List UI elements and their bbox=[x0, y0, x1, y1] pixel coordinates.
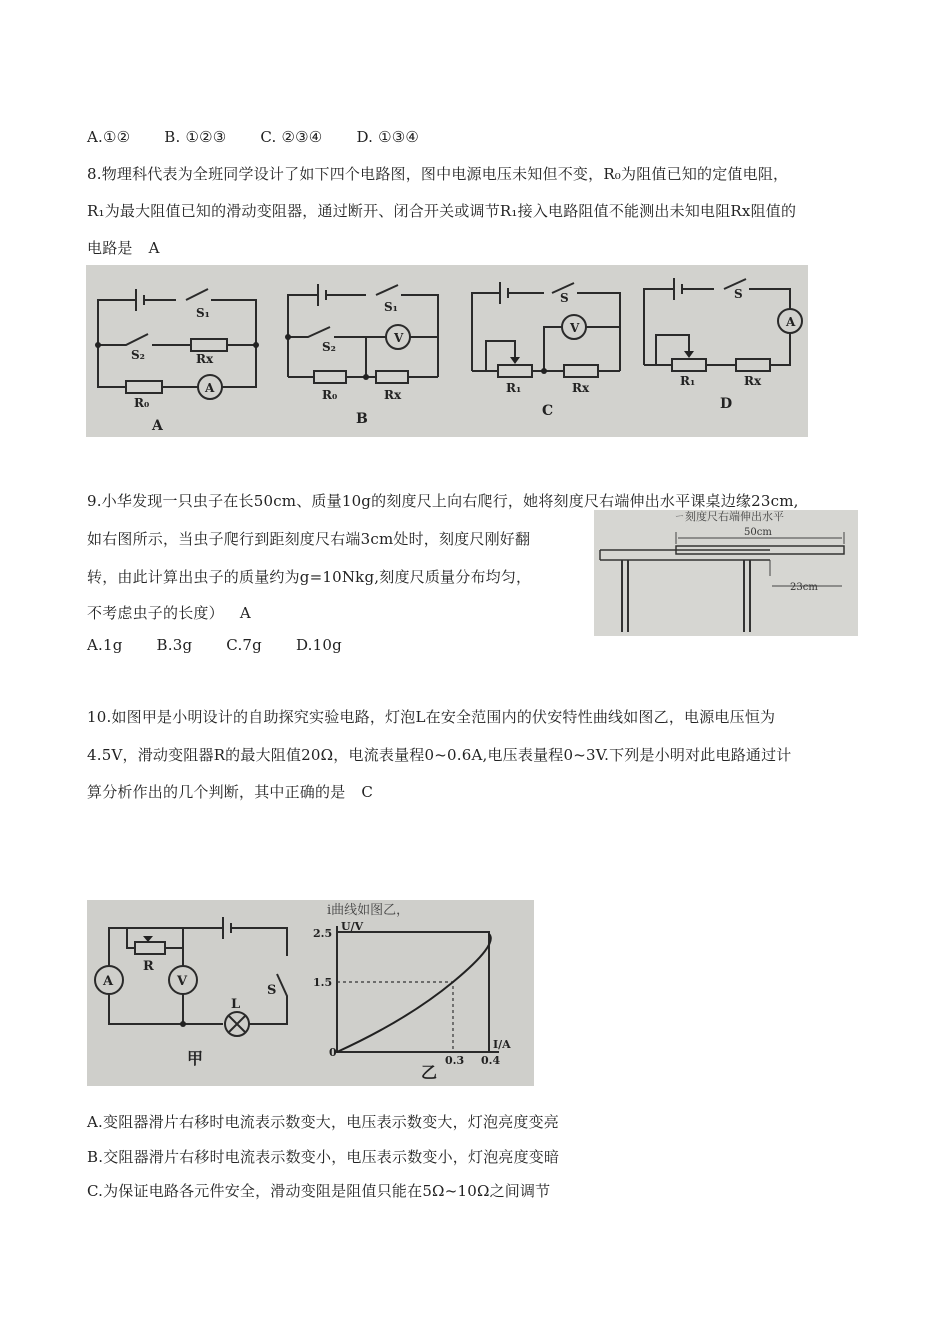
circuit-b-s1-label: S₁ bbox=[384, 300, 398, 314]
q9-ruler-figure bbox=[594, 510, 858, 636]
circuit-c-voltmeter-label: V bbox=[570, 321, 580, 335]
circuit-b bbox=[285, 284, 438, 427]
q7-options bbox=[87, 128, 453, 146]
q9-figure-len-label: 50cm bbox=[744, 527, 772, 538]
q10-circuit-caption: 甲 bbox=[187, 1049, 204, 1068]
q9-option-a: A.1g bbox=[87, 636, 123, 654]
q8-text-line1: 8.物理科代表为全班同学设计了如下四个电路图，图中电源电压未知但不变，R₀为阻值已知的定值电阻， bbox=[87, 165, 789, 183]
q10-stem-end: 算分析作出的几个判断，其中正确的是 bbox=[87, 783, 346, 801]
q10-graph-xtick-0.3: 0.3 bbox=[445, 1054, 465, 1067]
circuit-d-s-label: S bbox=[734, 287, 743, 301]
circuit-c-r1-label: R₁ bbox=[506, 381, 522, 395]
q9-option-b: B.3g bbox=[156, 636, 193, 654]
q10-rheostat-label: R bbox=[143, 959, 154, 974]
circuit-a-ammeter-label: A bbox=[205, 381, 215, 395]
q10-option-b: B.交阻器滑片右移时电流表示数变小，电压表示数变小，灯泡亮度变暗 bbox=[87, 1148, 560, 1166]
q9-text-line1: 9.小华发现一只虫子在长50cm、质量10g的刻度尺上向右爬行，她将刻度尺右端伸出水平课桌边缘23cm, bbox=[87, 492, 799, 510]
circuit-a bbox=[95, 289, 259, 434]
circuit-a-s1-label: S₁ bbox=[196, 306, 210, 320]
q10-iv-graph bbox=[313, 920, 511, 1082]
circuit-c-caption: C bbox=[542, 403, 554, 419]
circuit-b-r0-label: R₀ bbox=[322, 388, 338, 402]
q8-answer: A bbox=[148, 239, 160, 257]
q10-answer: C bbox=[361, 783, 374, 801]
circuit-d-caption: D bbox=[720, 396, 733, 412]
q9-text-line2: 如右图所示，当虫子爬行到距刻度尺右端3cm处时，刻度尺刚好翻 bbox=[87, 530, 531, 548]
q7-option-c: C. ②③④ bbox=[260, 128, 323, 146]
q9-stem-end: 不考虑虫子的长度） bbox=[87, 604, 224, 622]
q9-text-line3: 转，由此计算出虫子的质量约为g=10Nkg,刻度尺质量分布均匀， bbox=[87, 568, 532, 586]
q9-option-d: D.10g bbox=[295, 636, 342, 654]
circuit-a-rx-label: Rx bbox=[196, 352, 214, 366]
q10-graph-caption: 乙 bbox=[421, 1063, 438, 1082]
q10-lamp-label: L bbox=[231, 997, 241, 1012]
q10-text-line3 bbox=[87, 781, 373, 802]
circuit-d bbox=[644, 278, 802, 412]
q10-switch-label: S bbox=[267, 983, 277, 998]
q10-circuit bbox=[95, 917, 287, 1068]
q9-figure-top-text: ㄧ刻度尺右端伸出水平 bbox=[674, 510, 784, 523]
circuit-c-rx-label: Rx bbox=[572, 381, 590, 395]
q10-text-line2: 4.5V，滑动变阻器R的最大阻值20Ω，电流表量程0~0.6A,电压表量程0~3V.下列是小明对此电路通过计 bbox=[87, 746, 792, 764]
q10-graph-ytick-1.5: 1.5 bbox=[313, 976, 333, 989]
circuit-d-rx-label: Rx bbox=[744, 374, 762, 388]
q10-voltmeter-label: V bbox=[177, 974, 188, 989]
circuit-c-s-label: S bbox=[560, 291, 569, 305]
q7-option-d: D. ①③④ bbox=[356, 128, 420, 146]
q9-option-c: C.7g bbox=[226, 636, 262, 654]
q10-graph-yaxis: U/V bbox=[341, 920, 364, 933]
q8-stem-end: 电路是 bbox=[87, 239, 133, 257]
q9-options bbox=[87, 636, 376, 654]
q10-graph-origin: 0 bbox=[329, 1046, 337, 1059]
q8-circuit-figure bbox=[86, 265, 808, 437]
circuit-b-s2-label: S₂ bbox=[322, 340, 336, 354]
q10-graph-ytick-2.5: 2.5 bbox=[313, 927, 333, 940]
q9-answer: A bbox=[239, 604, 251, 622]
circuit-d-ammeter-label: A bbox=[786, 315, 796, 329]
q10-figure bbox=[87, 900, 534, 1086]
q9-figure-overhang-label: 23cm bbox=[790, 582, 818, 593]
q10-option-c: C.为保证电路各元件安全，滑动变阻是阻值只能在5Ω~10Ω之间调节 bbox=[87, 1182, 551, 1200]
q10-option-a: A.变阻器滑片右移时电流表示数变大，电压表示数变大，灯泡亮度变亮 bbox=[87, 1113, 560, 1131]
q7-option-a: A.①② bbox=[87, 128, 131, 146]
q10-graph-xtick-0.4: 0.4 bbox=[481, 1054, 501, 1067]
q10-text-line1: 10.如图甲是小明设计的自助探究实验电路，灯泡L在安全范围内的伏安特性曲线如图乙，电源电压恒为 bbox=[87, 708, 776, 726]
circuit-a-r0-label: R₀ bbox=[134, 396, 150, 410]
circuit-a-caption: A bbox=[152, 418, 163, 434]
circuit-b-rx-label: Rx bbox=[384, 388, 402, 402]
q8-text-line2: R₁为最大阻值已知的滑动变阻器，通过断开、闭合开关或调节R₁接入电路阻值不能测出未知电阻Rx阻值的 bbox=[87, 202, 797, 220]
q9-text-line4 bbox=[87, 602, 251, 623]
q10-figure-top-text: i曲线如图乙， bbox=[327, 903, 410, 918]
circuit-d-r1-label: R₁ bbox=[680, 374, 696, 388]
circuit-a-s2-label: S₂ bbox=[131, 348, 145, 362]
circuit-b-voltmeter-label: V bbox=[394, 331, 404, 345]
q7-option-b: B. ①②③ bbox=[164, 128, 227, 146]
q8-text-line3 bbox=[87, 237, 160, 258]
q10-graph-xaxis: I/A bbox=[493, 1038, 511, 1051]
circuit-b-caption: B bbox=[356, 411, 368, 427]
circuit-c bbox=[472, 282, 620, 419]
q10-ammeter-label: A bbox=[103, 974, 114, 989]
